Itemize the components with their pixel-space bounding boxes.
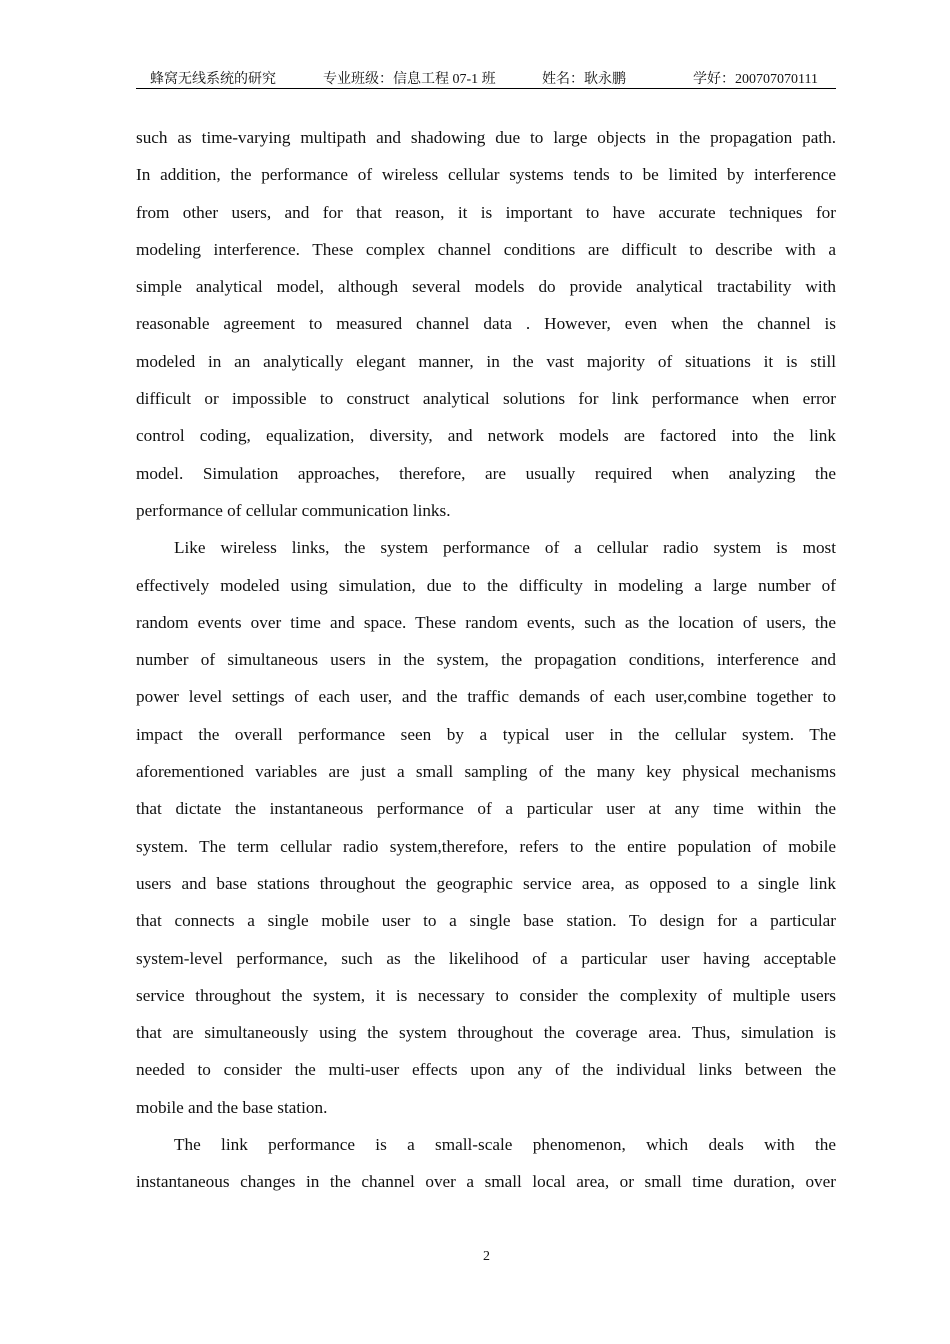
body-text	[136, 119, 836, 1201]
text-line: mobile and the base station.	[136, 1097, 328, 1117]
text-line: performance of cellular communication links.	[136, 500, 451, 520]
text-line: simple analytical model, although several models do provide analytical tractability with	[136, 277, 836, 297]
text-line: aforementioned variables are just a small sampling of the many key physical mechanisms	[136, 762, 836, 782]
text-line: control coding, equalization, diversity, and network models are factored into the link	[136, 426, 836, 446]
paragraph	[136, 1126, 836, 1201]
text-line: effectively modeled using simulation, due to the difficulty in modeling a large number of	[136, 575, 836, 595]
page-number: 2	[483, 1249, 490, 1264]
header-student-id: 学好：200707070111	[693, 72, 818, 87]
text-line: The link performance is a small-scale phenomenon, which deals with the	[174, 1135, 836, 1155]
header-class: 专业班级：信息工程 07-1 班	[323, 72, 496, 87]
text-line: that connects a single mobile user to a single base station. To design for a particular	[136, 911, 836, 931]
header-name: 姓名：耿永鹏	[542, 72, 626, 87]
paragraph	[136, 119, 836, 529]
header-title: 蜂窝无线系统的研究	[150, 72, 276, 87]
text-line: system. The term cellular radio system,therefore, refers to the entire population of mobile	[136, 836, 836, 856]
text-line: power level settings of each user, and the traffic demands of each user,combine together to	[136, 687, 836, 707]
paragraph	[136, 529, 836, 1126]
text-line: modeled in an analytically elegant manner, in the vast majority of situations it is still	[136, 351, 836, 371]
text-line: system-level performance, such as the likelihood of a particular user having acceptable	[136, 948, 836, 968]
text-line: service throughout the system, it is necessary to consider the complexity of multiple users	[136, 985, 836, 1005]
text-line: In addition, the performance of wireless cellular systems tends to be limited by interference	[136, 165, 836, 185]
text-line: that are simultaneously using the system throughout the coverage area. Thus, simulation is	[136, 1023, 836, 1043]
text-line: impact the overall performance seen by a typical user in the cellular system. The	[136, 724, 836, 744]
text-line: Like wireless links, the system performance of a cellular radio system is most	[174, 538, 836, 558]
text-line: from other users, and for that reason, it is important to have accurate techniques for	[136, 202, 836, 222]
text-line: that dictate the instantaneous performance of a particular user at any time within the	[136, 799, 836, 819]
text-line: model. Simulation approaches, therefore, are usually required when analyzing the	[136, 463, 836, 483]
text-line: number of simultaneous users in the system, the propagation conditions, interference and	[136, 650, 836, 670]
text-line: difficult or impossible to construct analytical solutions for link performance when error	[136, 389, 836, 409]
text-line: reasonable agreement to measured channel data . However, even when the channel is	[136, 314, 836, 334]
page-header	[136, 66, 836, 89]
text-line: random events over time and space. These random events, such as the location of users, the	[136, 612, 836, 632]
text-line: modeling interference. These complex channel conditions are difficult to describe with a	[136, 239, 836, 259]
text-line: needed to consider the multi-user effects upon any of the individual links between the	[136, 1060, 836, 1080]
text-line: instantaneous changes in the channel over a small local area, or small time duration, over	[136, 1172, 836, 1192]
text-line: users and base stations throughout the geographic service area, as opposed to a single link	[136, 873, 836, 893]
text-line: such as time-varying multipath and shadowing due to large objects in the propagation path.	[136, 128, 836, 147]
